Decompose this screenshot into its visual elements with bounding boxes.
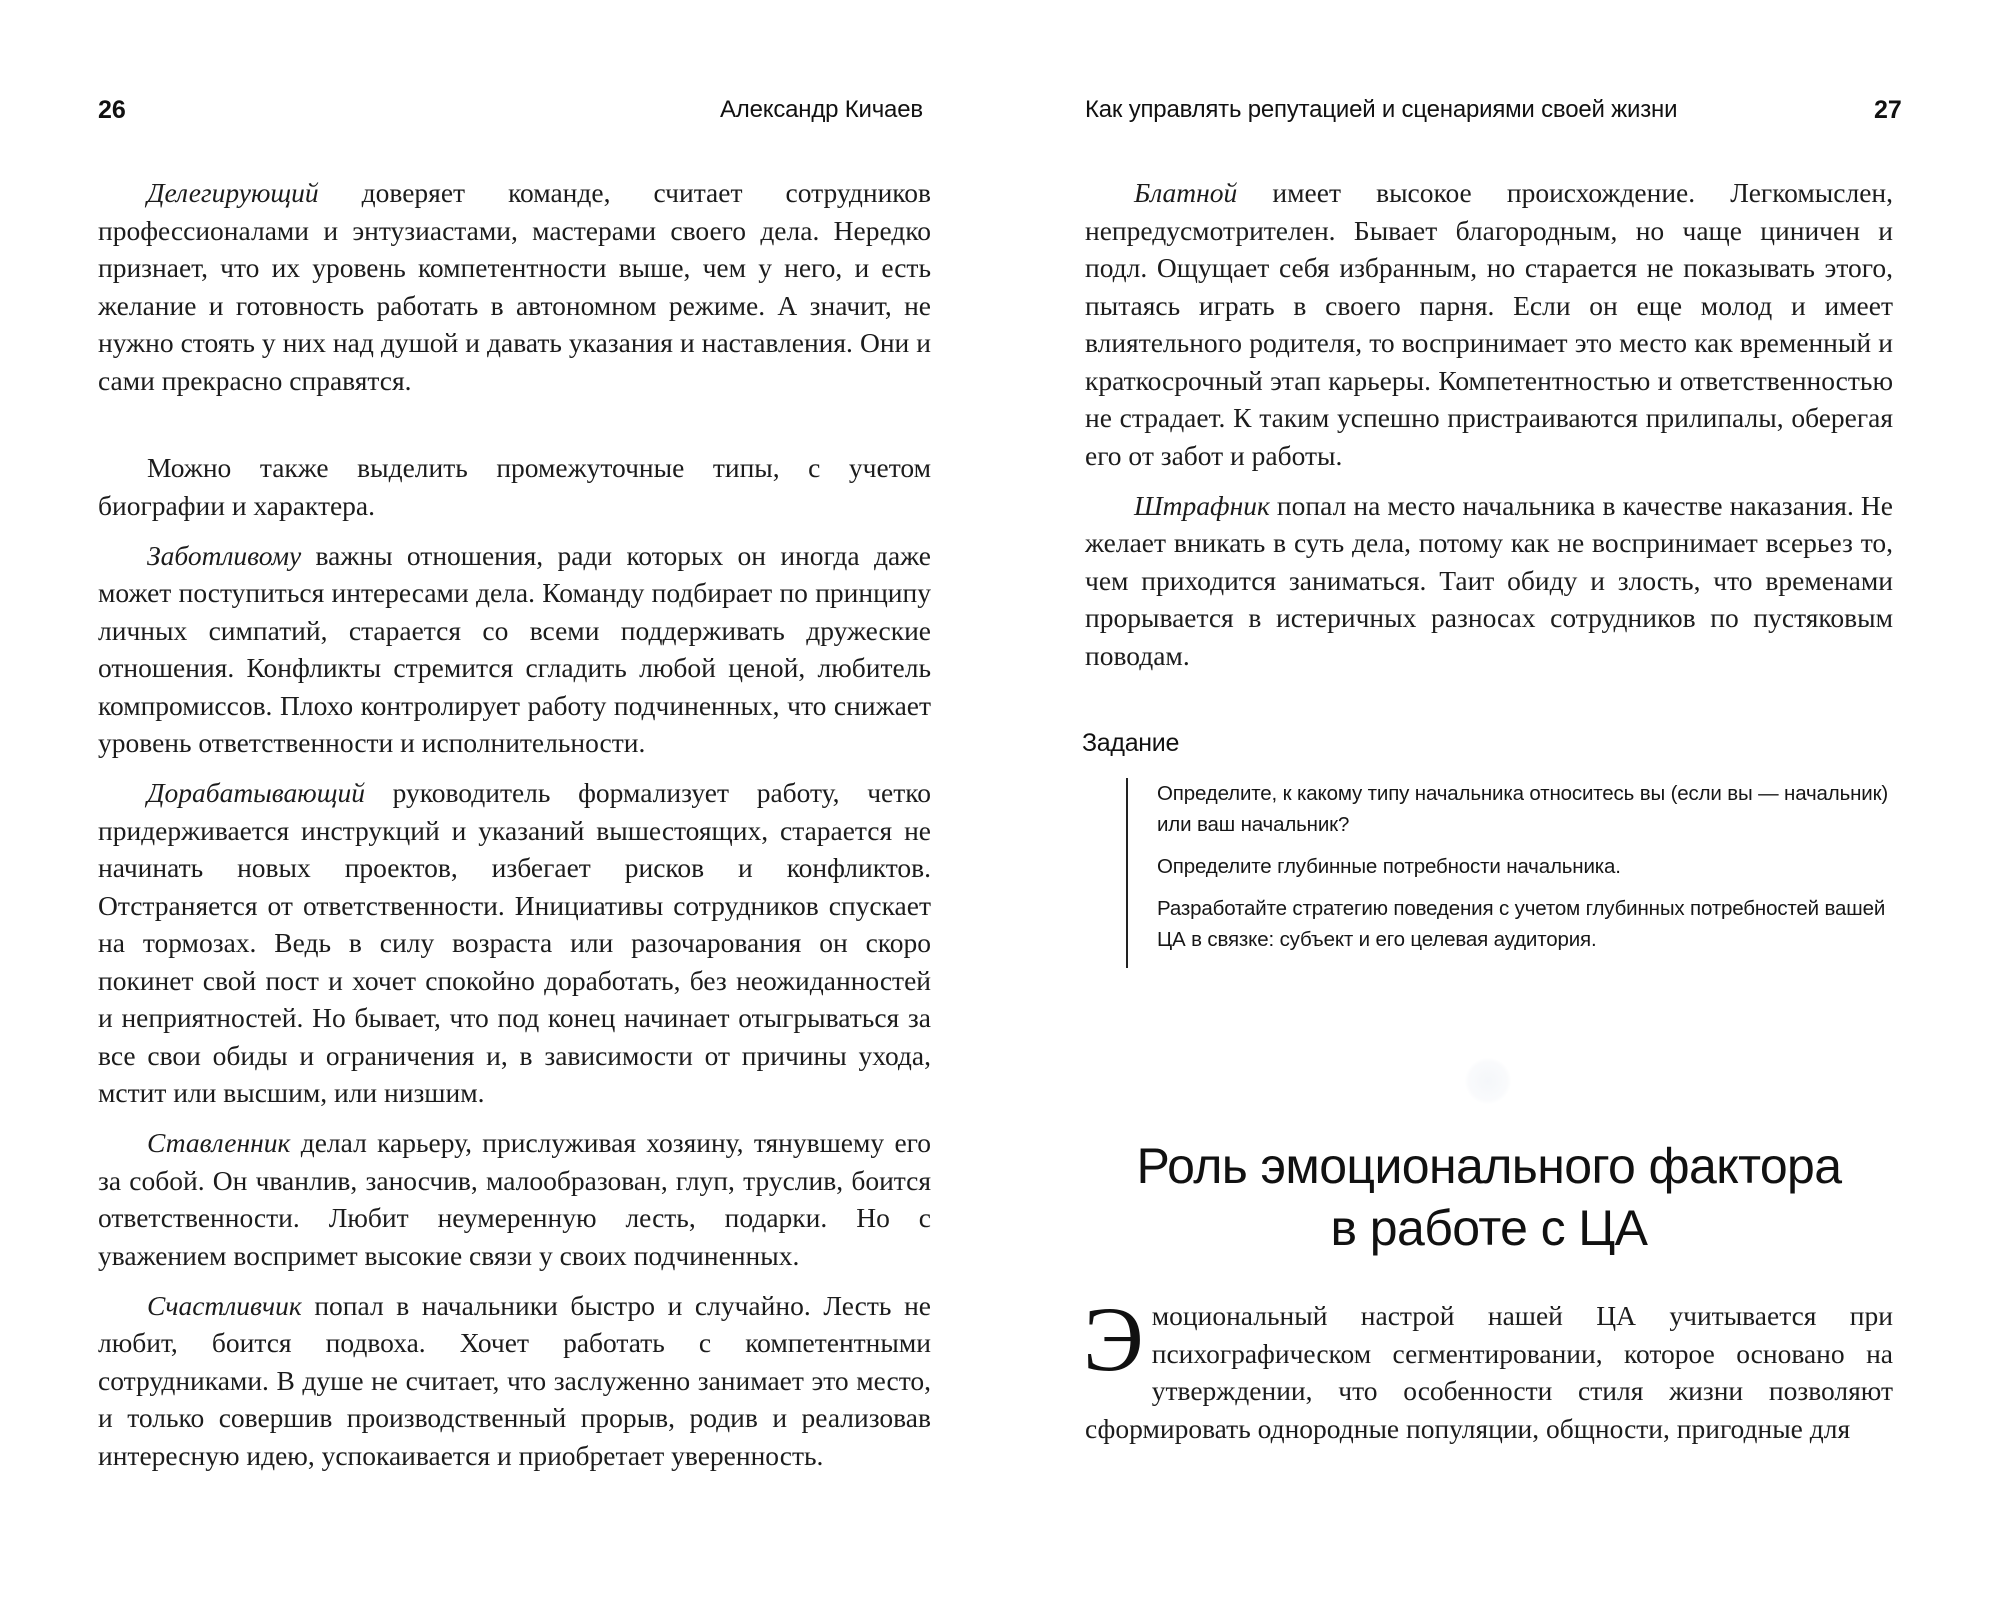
task-item: Разработайте стратегию поведения с учетом глубинных потребностей вашей ЦА в связке: субъект и его целевая аудитория. [1157,897,1886,951]
task-heading: Задание [1082,729,1180,757]
paragraph-connected: Блатной имеет высокое происхождение. Легкомыслен, непредусмотрителен. Бывает благородным, но чаще циничен и подл. Ощущает себя избранным, но старается не показывать этого, пытаясь играть в своего парня. Если он еще молод и имеет влиятельного родителя, то воспринимает это место как временный и краткосрочный этап карьеры. Компетентностью и ответственностью не страдает. К таким успешно пристраиваются прилипалы, оберегая его от забот и работы. [1085,177,1893,471]
task-item: Определите глубинные потребности начальника. [1157,855,1621,878]
right-body-text [1085,174,1893,674]
paragraph-delegating: Делегирующий доверяет команде, считает сотрудников профессионалами и энтузиастами, мастерами своего дела. Нередко признает, что их уровень компетентности выше, чем у него, и есть желание и готовность работать в автономном режиме. А значит, не нужно стоять у них над душой и давать указания и наставления. Они и сами прекрасно справятся. [98,177,931,396]
left-body-text [98,174,931,1474]
paragraph-intermediate-types: Можно также выделить промежуточные типы, с учетом биографии и характера. [98,452,931,521]
term-penalized: Штрафник [1134,489,1270,521]
term-caring: Заботливому [147,539,302,571]
paragraph-caring: Заботливому важны отношения, ради которых он иногда даже может поступиться интересами дела. Команду подбирает по принципу личных симпатий, старается со всеми поддерживать дружеские отношения. Конфликты стремится сгладить любой ценой, любитель компромиссов. Плохо контролирует работу подчиненных, что снижает уровень ответственности и исполнительности. [98,539,931,758]
running-head-book-title: Как управлять репутацией и сценариями своей жизни [1085,96,1678,123]
paragraph-finishing: Дорабатывающий руководитель формализует работу, четко придерживается инструкций и указаний вышестоящих, старается не начинать новых проектов, избегает рисков и конфликтов. Отстраняется от ответственности. Инициативы сотрудников спускает на тормозах. Ведь в силу возраста или разочарования он скоро покинет свой пост и хочет спокойно доработать, без неожиданностей и неприятностей. Но бывает, что под конец начинает отыгрываться за все свои обиды и ограничения и, в зависимости от причины ухода, мстит или высшим, или низшим. [98,777,931,1108]
paragraph-penalized: Штрафник попал на место начальника в качестве наказания. Не желает вникать в суть дела, потому как не воспринимает всерьез то, чем приходится заниматься. Таит обиду и злость, что временами прорывается в истеричных разносах сотрудников по пустяковым поводам. [1085,489,1893,671]
paragraph-protege: Ставленник делал карьеру, прислуживая хозяину, тянувшему его за собой. Он чванлив, заносчив, малообразован, глуп, труслив, боится ответственности. Любит неумеренную лесть, подарки. Но с уважением воспримет высокие связи у своих подчиненных. [98,1127,931,1271]
chapter-title-line-1: Роль эмоционального фактора [1136,1138,1842,1194]
term-connected: Блатной [1134,177,1238,208]
term-protege: Ставленник [147,1127,291,1158]
page-number: 26 [98,96,126,124]
paragraph-lucky: Счастливчик попал в начальники быстро и случайно. Лесть не любит, боится подвоха. Хочет работать с компетентными сотрудниками. В душе не считает, что заслуженно занимает это место, и только совершив производственный прорыв, родив и реализовав интересную идею, успокаивается и приобретает уверенность. [98,1289,931,1471]
task-item: Определите, к какому типу начальника относитесь вы (если вы — начальник) или ваш начальник? [1157,782,1889,836]
right-page [1000,0,2000,1618]
chapter-title-line-2: в работе с ЦА [1330,1200,1648,1256]
chapter-opening-text [1083,1288,1893,1447]
term-finishing: Дорабатывающий [147,777,365,808]
paragraph-chapter-opening: Эмоциональный настрой нашей ЦА учитывается при психографическом сегментировании, которое основано на утверждении, что особенности стиля жизни позволяют сформировать однородные популяции, общности, пригодные для [1083,1288,1893,1444]
running-head-author: Александр Кичаев [720,96,923,123]
term-lucky: Счастливчик [147,1289,302,1321]
chapter-title [1085,1135,1893,1259]
term-delegating: Делегирующий [147,177,319,208]
page-number: 27 [1874,96,1902,124]
drop-cap: Э [1083,1288,1144,1390]
scan-artifact-ornament [1465,1058,1511,1104]
task-box [1126,778,1897,968]
